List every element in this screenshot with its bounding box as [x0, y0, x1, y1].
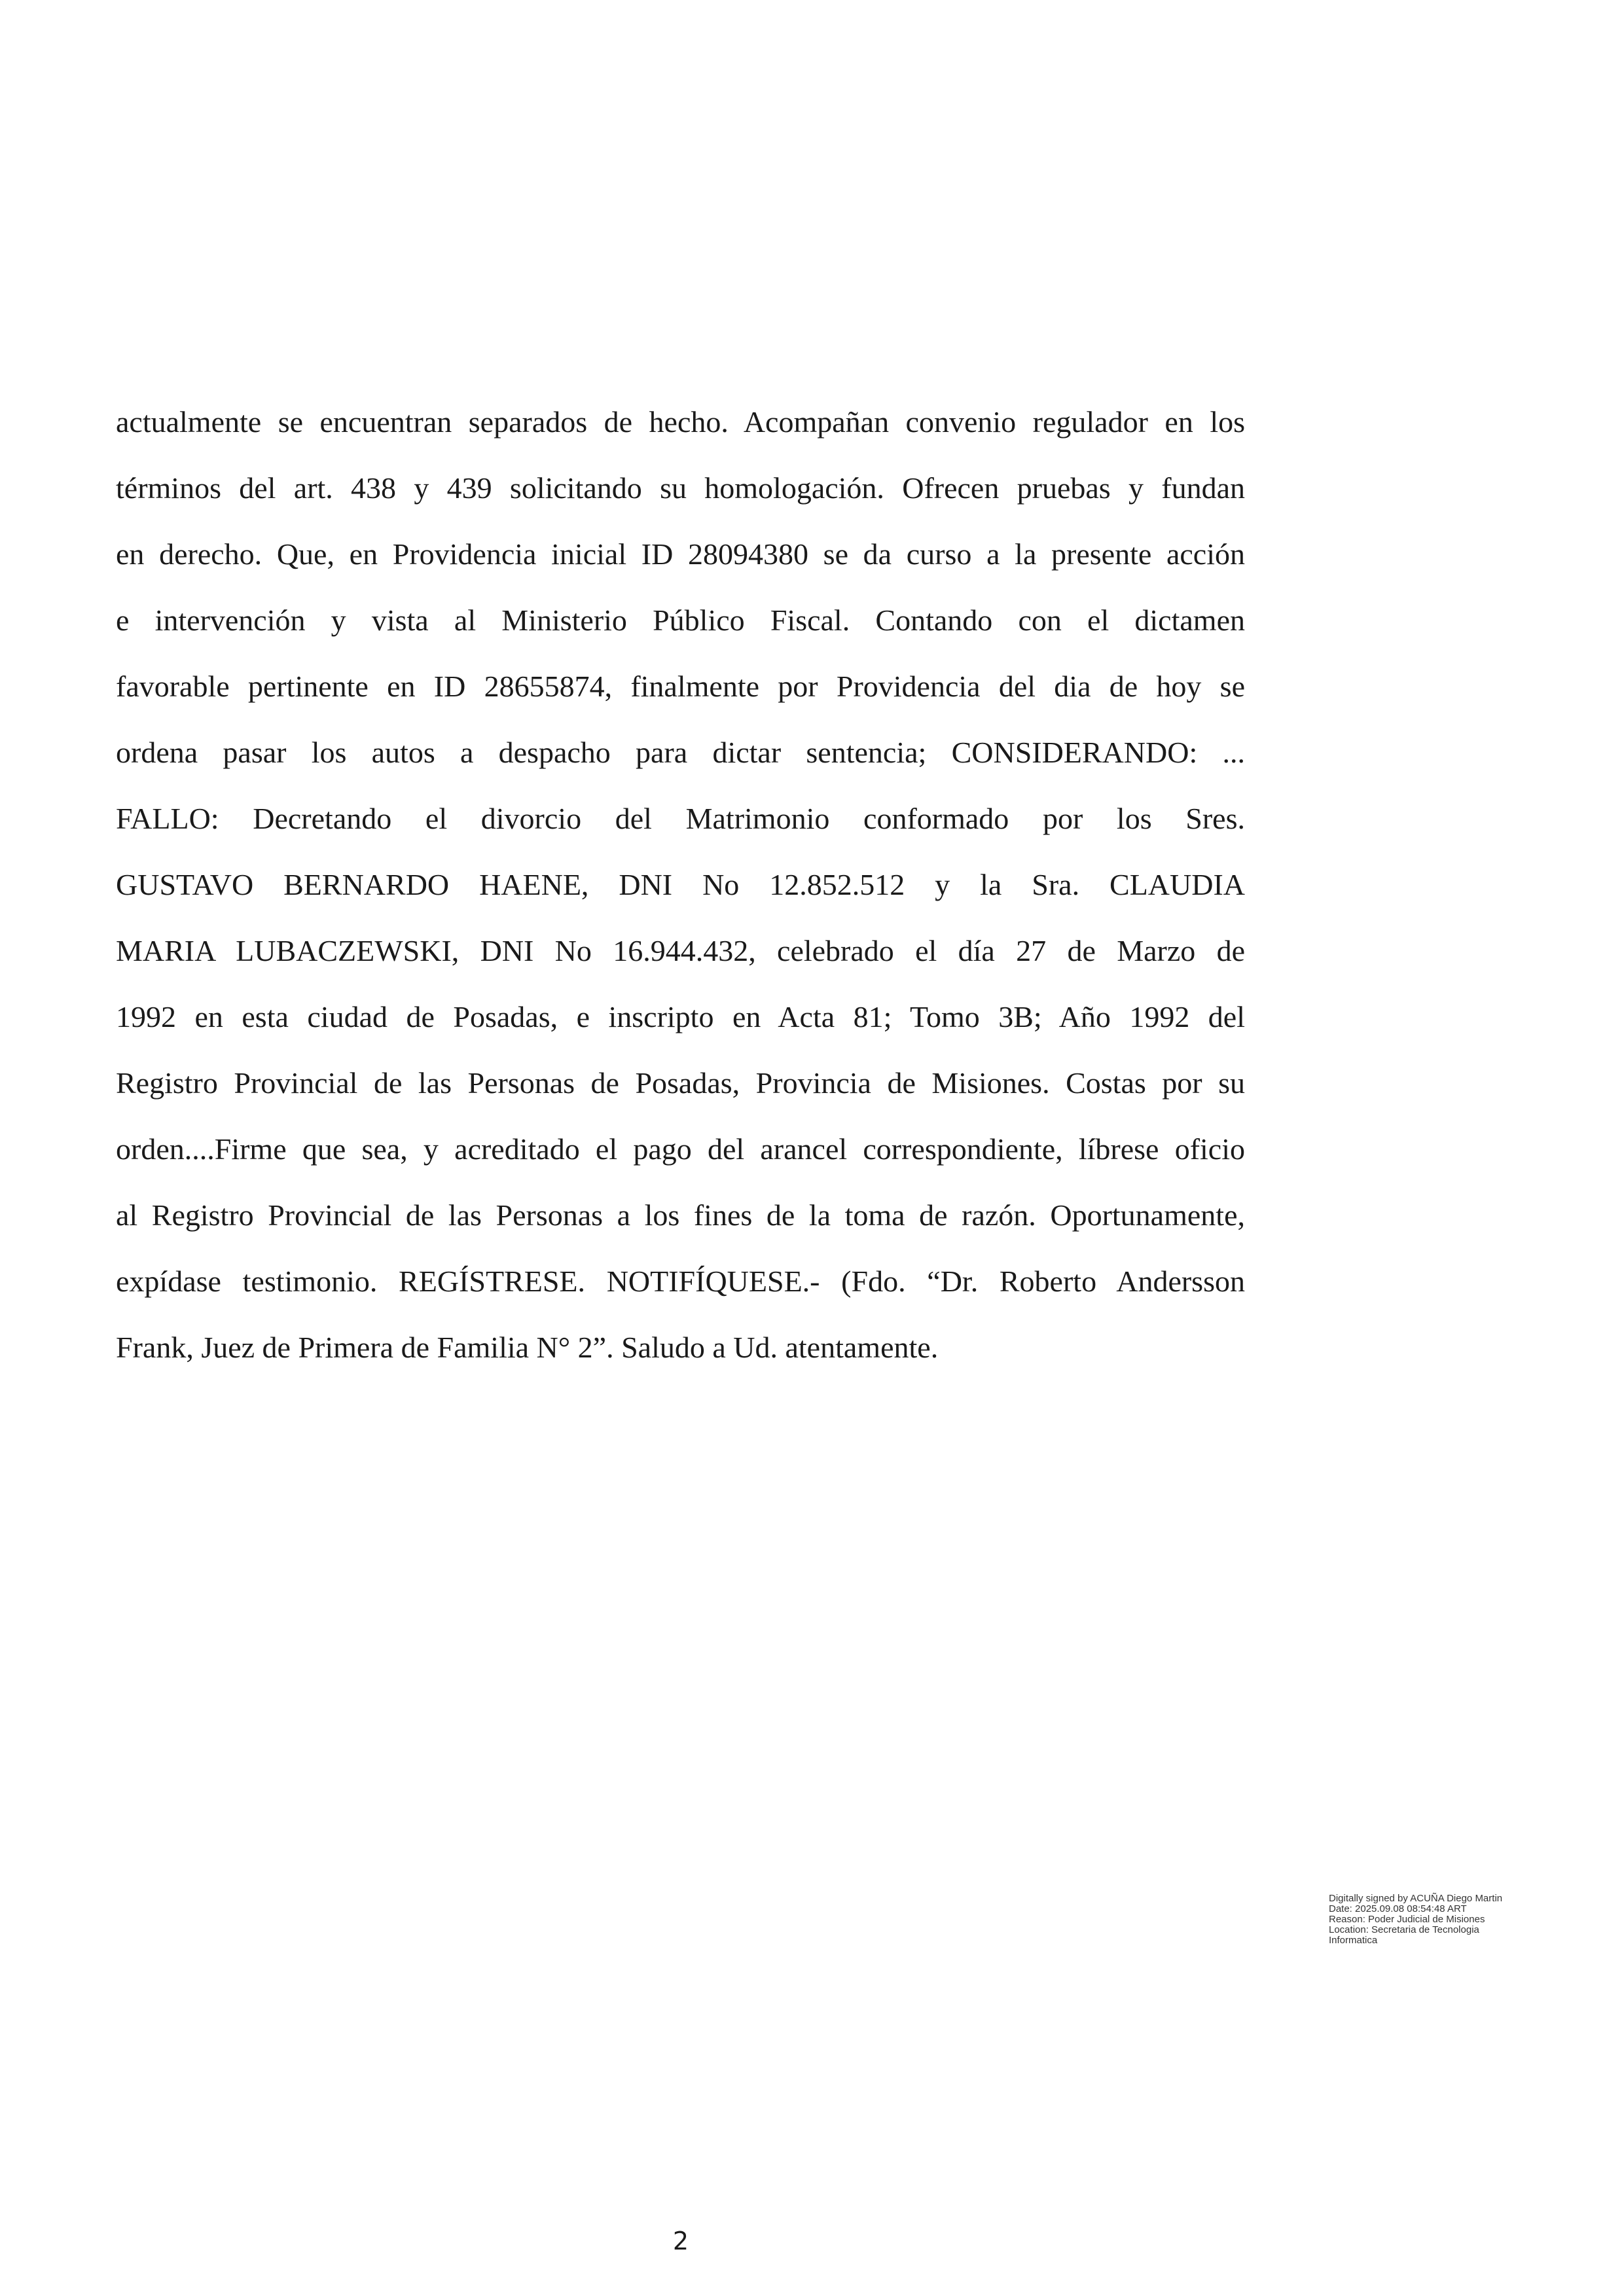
signature-signed-by: Digitally signed by ACUÑA Diego Martin	[1329, 1893, 1503, 1904]
signature-location: Location: Secretaria de Tecnologia	[1329, 1924, 1479, 1935]
text-line: favorable pertinente en ID 28655874, finalmente por Providencia del dia de hoy se	[116, 670, 1245, 703]
text-line: GUSTAVO BERNARDO HAENE, DNI No 12.852.512 y la Sra. CLAUDIA	[116, 868, 1245, 901]
text-line: MARIA LUBACZEWSKI, DNI No 16.944.432, celebrado el día 27 de Marzo de	[116, 934, 1245, 967]
signature-location-continued: Informatica	[1329, 1935, 1378, 1946]
signature-date: Date: 2025.09.08 08:54:48 ART	[1329, 1903, 1467, 1914]
text-line: 1992 en esta ciudad de Posadas, e inscripto en Acta 81; Tomo 3B; Año 1992 del	[116, 1000, 1245, 1033]
text-line: expídase testimonio. REGÍSTRESE. NOTIFÍQUESE.- (Fdo. “Dr. Roberto Andersson	[116, 1265, 1245, 1298]
signature-reason: Reason: Poder Judicial de Misiones	[1329, 1914, 1485, 1925]
text-line: al Registro Provincial de las Personas a los fines de la toma de razón. Oportunamente,	[116, 1198, 1245, 1232]
text-line: actualmente se encuentran separados de hecho. Acompañan convenio regulador en los	[116, 405, 1245, 439]
text-line: ordena pasar los autos a despacho para dictar sentencia; CONSIDERANDO: ...	[116, 736, 1245, 769]
text-line: en derecho. Que, en Providencia inicial ID 28094380 se da curso a la presente acción	[116, 537, 1245, 571]
page-number: 2	[672, 2227, 689, 2255]
text-line: e intervención y vista al Ministerio Público Fiscal. Contando con el dictamen	[116, 603, 1245, 637]
text-line: FALLO: Decretando el divorcio del Matrimonio conformado por los Sres.	[116, 802, 1245, 835]
text-line: términos del art. 438 y 439 solicitando su homologación. Ofrecen pruebas y fundan	[116, 471, 1245, 505]
digital-signature-stamp	[1329, 1893, 1604, 1946]
text-line: orden....Firme que sea, y acreditado el pago del arancel correspondiente, líbrese oficio	[116, 1132, 1245, 1166]
body-paragraph	[116, 389, 1245, 1380]
text-line: Registro Provincial de las Personas de Posadas, Provincia de Misiones. Costas por su	[116, 1066, 1245, 1100]
text-line: Frank, Juez de Primera de Familia N° 2”. Saludo a Ud. atentamente.	[116, 1331, 939, 1364]
